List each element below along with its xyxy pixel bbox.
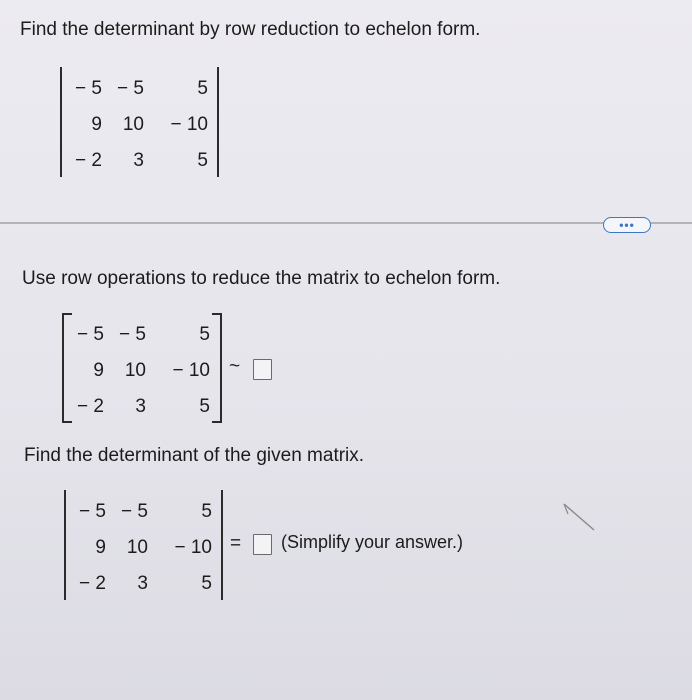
matrix-cell: 10: [124, 360, 146, 381]
more-options-button[interactable]: [603, 217, 651, 233]
matrix-cell: − 5: [75, 78, 102, 99]
matrix-cell: − 5: [77, 324, 104, 345]
row-equivalent-operator: ~: [229, 356, 241, 377]
matrix-cell: − 5: [117, 78, 144, 99]
matrix-cell: 3: [133, 150, 144, 171]
determinant-bar-right: [221, 490, 223, 600]
equals-operator: =: [230, 533, 242, 554]
matrix-cell: − 2: [79, 573, 106, 594]
part2-determinant: [64, 490, 224, 600]
matrix-cell: − 5: [119, 324, 146, 345]
matrix-cell: − 10: [170, 114, 208, 135]
matrix-cell: − 5: [121, 501, 148, 522]
cursor-icon: [560, 500, 600, 540]
matrix-cell: 3: [137, 573, 148, 594]
question-prompt: Find the determinant by row reduction to echelon form.: [20, 19, 481, 40]
matrix-cell: 10: [126, 537, 148, 558]
question-determinant: [60, 67, 220, 177]
matrix-bracket-right: [212, 313, 222, 423]
simplify-hint: (Simplify your answer.): [281, 532, 464, 552]
matrix-cell: − 2: [75, 150, 102, 171]
echelon-form-answer-box[interactable]: [253, 359, 272, 380]
section-divider: [0, 222, 692, 224]
matrix-cell: − 2: [77, 396, 104, 417]
matrix-cell: 5: [199, 324, 210, 345]
matrix-cell: 10: [122, 114, 144, 135]
matrix-cell: 9: [93, 360, 104, 381]
matrix-cell: 5: [201, 573, 212, 594]
part1-matrix: [62, 313, 224, 423]
determinant-answer-box[interactable]: [253, 534, 272, 555]
matrix-cell: 9: [91, 114, 102, 135]
matrix-cell: 9: [95, 537, 106, 558]
part1-prompt: Use row operations to reduce the matrix to echelon form.: [22, 268, 501, 289]
matrix-cell: − 10: [174, 537, 212, 558]
matrix-cell: 5: [197, 150, 208, 171]
matrix-cell: 5: [197, 78, 208, 99]
matrix-cell: 3: [135, 396, 146, 417]
ellipsis-icon: •••: [619, 218, 635, 232]
matrix-cell: − 10: [172, 360, 210, 381]
determinant-bar-right: [217, 67, 219, 177]
part2-prompt: Find the determinant of the given matrix.: [24, 445, 365, 466]
matrix-cell: − 5: [79, 501, 106, 522]
matrix-cell: 5: [201, 501, 212, 522]
matrix-cell: 5: [199, 396, 210, 417]
